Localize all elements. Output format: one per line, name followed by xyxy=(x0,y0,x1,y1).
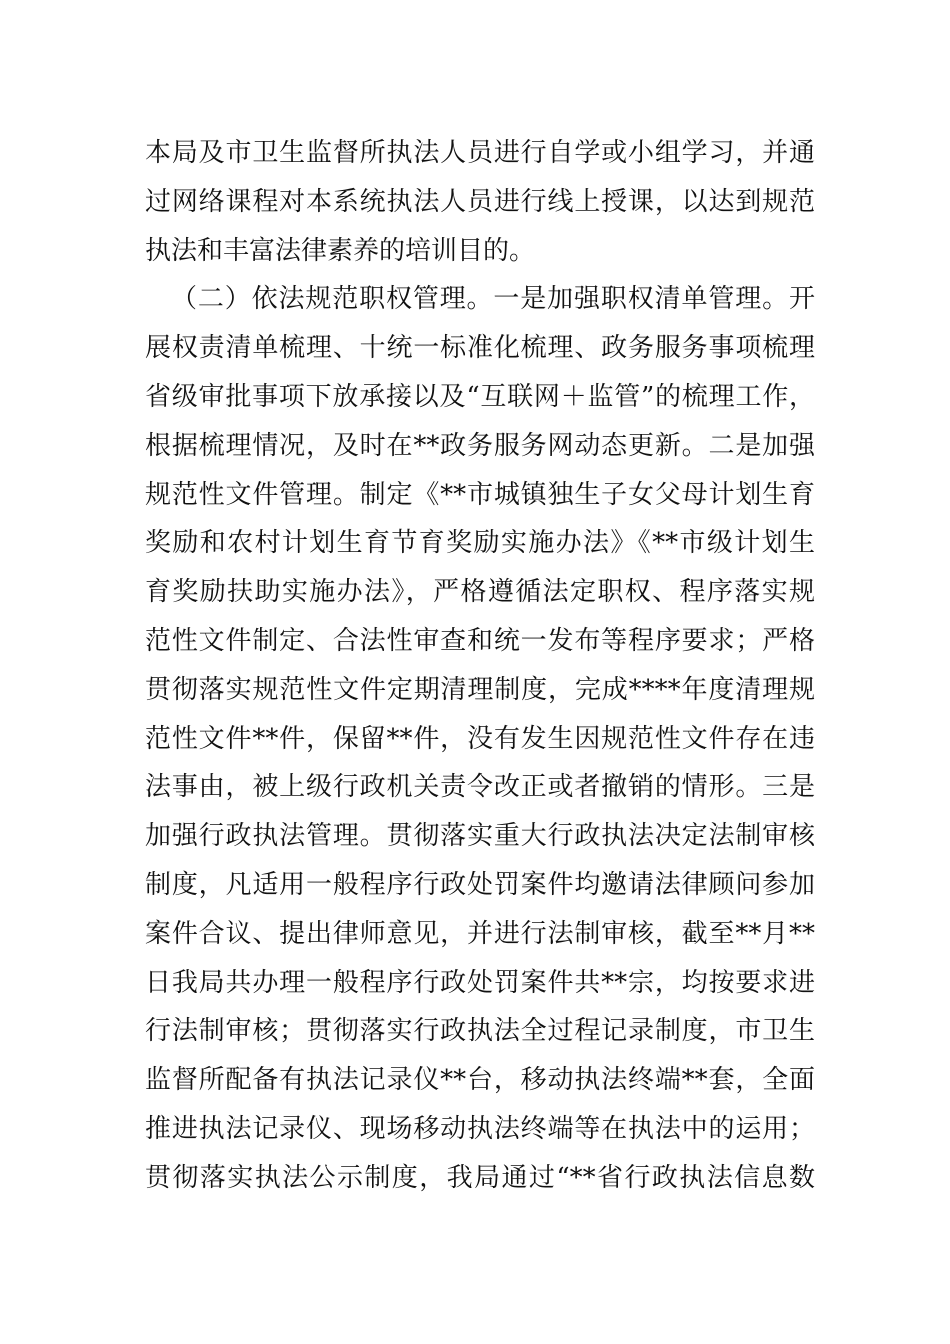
text-line-15: 加强行政执法管理。贯彻落实重大行政执法决定法制审核 xyxy=(145,821,815,852)
text-line-11: 范性文件制定、合法性审查和统一发布等程序要求；严格 xyxy=(145,625,815,656)
text-line-3: 执法和丰富法律素养的培训目的。 xyxy=(145,235,536,266)
text-line-19: 行法制审核；贯彻落实行政执法全过程记录制度，市卫生 xyxy=(145,1016,815,1047)
text-line-2: 过网络课程对本系统执法人员进行线上授课，以达到规范 xyxy=(145,186,815,217)
text-line-13: 范性文件**件，保留**件，没有发生因规范性文件存在违 xyxy=(145,723,815,754)
text-line-21: 推进执法记录仪、现场移动执法终端等在执法中的运用； xyxy=(145,1113,815,1144)
body-text xyxy=(145,129,815,1203)
text-line-17: 案件合议、提出律师意见，并进行法制审核，截至**月** xyxy=(145,918,815,949)
text-line-4: （二）依法规范职权管理。一是加强职权清单管理。开 xyxy=(171,284,815,315)
text-line-7: 根据梳理情况，及时在**政务服务网动态更新。二是加强 xyxy=(145,430,815,461)
text-line-14: 法事由，被上级行政机关责令改正或者撤销的情形。三是 xyxy=(145,772,815,803)
text-line-16: 制度，凡适用一般程序行政处罚案件均邀请法律顾问参加 xyxy=(145,869,815,900)
text-line-12: 贯彻落实规范性文件定期清理制度，完成****年度清理规 xyxy=(145,674,815,705)
text-line-5: 展权责清单梳理、十统一标准化梳理、政务服务事项梳理 xyxy=(145,333,815,364)
text-line-8: 规范性文件管理。制定《**市城镇独生子女父母计划生育 xyxy=(145,479,815,510)
text-line-1: 本局及市卫生监督所执法人员进行自学或小组学习，并通 xyxy=(145,138,815,168)
text-line-18: 日我局共办理一般程序行政处罚案件共**宗，均按要求进 xyxy=(145,967,815,998)
text-line-22: 贯彻落实执法公示制度，我局通过“**省行政执法信息数 xyxy=(145,1162,815,1193)
text-line-6: 省级审批事项下放承接以及“互联网＋监管”的梳理工作， xyxy=(145,381,815,412)
text-line-10: 育奖励扶助实施办法》，严格遵循法定职权、程序落实规 xyxy=(145,577,815,608)
text-line-20: 监督所配备有执法记录仪**台，移动执法终端**套，全面 xyxy=(145,1065,815,1096)
text-line-9: 奖励和农村计划生育节育奖励实施办法》《**市级计划生 xyxy=(145,528,815,559)
